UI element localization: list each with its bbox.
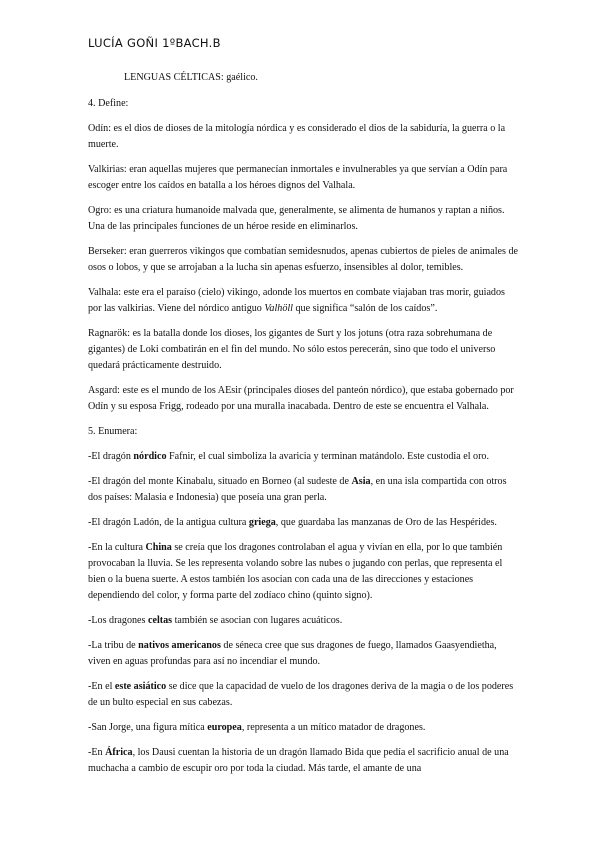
list-item-nordico [88,449,520,465]
item-text: también se asocian con lugares acuáticos. [172,615,343,626]
list-item-celtas [88,613,520,629]
definition-valkirias: Valkirias: eran aquellas mujeres que permanecían inmortales e invulnerables ya que servían a Odín para escoger entre los caídos en batalla a los héroes dignos del Valhala. [88,164,508,191]
item-text: , en una isla compartida con otros dos países: Malasia e Indonesia) que poseía una gran perla. [88,476,507,503]
item-text: -El dragón del monte Kinabalu, situado en Borneo (al sudeste de [88,476,352,487]
item-text: -El dragón Ladón, de la antigua cultura [88,517,249,528]
item-text: -En la cultura [88,542,146,553]
item-keyword: China [145,542,172,553]
item-keyword: europea [207,722,242,733]
item-text: , representa a un mítico matador de dragones. [241,722,426,733]
list-item-asia [88,474,520,506]
definition-ogro: Ogro: es una criatura humanoide malvada que, generalmente, se alimenta de humanos y raptan a niños. Una de las principales funciones de un héroe reside en eliminarlos. [88,205,505,232]
definition-ragnarok: Ragnarök: es la batalla donde los dioses, los gigantes de Surt y los jotuns (otra raza sobrehumana de gigantes) de Loki combatirán en el fin del mundo. No sólo estos perecerán, sino que todo el universo quedará prácticamente destruido. [88,328,496,371]
item-text: se dice que la capacidad de vuelo de los dragones deriva de la magia o de los poderes de un bulto especial en sus cabezas. [88,681,514,708]
item-text: -Los dragones [88,615,148,626]
item-text: , los Dausi cuentan la historia de un dragón llamado Bida que pedía el sacrificio anual de una muchacha a cambio de escupir oro por toda la ciudad. Más tarde, el amante de una [88,747,509,774]
item-text: Fafnir, el cual simboliza la avaricia y terminan matándolo. Este custodia el oro. [166,451,490,462]
item-keyword: celtas [148,615,173,626]
list-item-nativos-americanos [88,638,520,670]
list-item-africa [88,745,520,777]
document-body [88,70,520,786]
definition-asgard: Asgard: este es el mundo de los AEsir (principales dioses del panteón nórdico), que estaba gobernado por Odín y su esposa Frigg, rodeado por una muralla inacabada. Dentro de este se encuentra el Valhala. [88,385,514,412]
item-text: -La tribu de [88,640,139,651]
item-text: -San Jorge, una figura mítica [88,722,208,733]
item-keyword: nativos americanos [138,640,221,651]
valhala-text-1: Valhala: este era el paraíso (cielo) vikingo, adonde los muertos en combate viajaban tras morir, guiados por las valkirias. Viene del nórdico antiguo [88,287,505,314]
intro-line: LENGUAS CÉLTICAS: gaélico. [124,72,258,83]
item-keyword: este asiático [114,681,167,692]
definition-berseker: Berseker: eran guerreros vikingos que combatían semidesnudos, apenas cubiertos de pieles de animales de osos o lobos, y que se arrojaban a la lucha sin apenas esfuerzo, insensibles al dolor, temibles. [88,246,518,273]
valhala-text-2: que significa “salón de los caídos”. [292,303,438,314]
item-text: -En [88,747,106,758]
item-keyword: griega [248,517,276,528]
list-item-china [88,540,520,604]
section-5-heading: 5. Enumera: [88,426,138,437]
definition-odin: Odín: es el dios de dioses de la mitología nórdica y es considerado el dios de la sabiduría, la guerra o la muerte. [88,123,506,150]
list-item-este-asiatico [88,679,520,711]
item-text: -El dragón [88,451,134,462]
author-header: LUCÍA GOÑI 1ºBACH.B [88,36,221,50]
item-keyword: Asia [351,476,371,487]
item-text: se creía que los dragones controlaban el agua y vivían en ella, por lo que también provocaban la lluvia. Se les representa volando sobre las nubes o jugando con perlas, que representa el bien o la buena suerte. A estos también los asocian con cada una de las direcciones y estaciones dependiendo del color, y forma parte del zodíaco chino (quinto signo). [88,542,503,601]
item-keyword: África [105,747,133,758]
definition-valhala [88,285,520,317]
item-text: , que guardaba las manzanas de Oro de las Hespérides. [275,517,497,528]
item-keyword: nórdico [133,451,167,462]
item-text: -En el [88,681,115,692]
valhala-term-italic: Valhöll [264,303,293,314]
list-item-griega [88,515,520,531]
section-4-heading: 4. Define: [88,98,129,109]
list-item-europea [88,720,520,736]
item-text: de séneca cree que sus dragones de fuego, llamados Gaasyendietha, viven en aguas profundas para así no incendiar el mundo. [88,640,497,667]
